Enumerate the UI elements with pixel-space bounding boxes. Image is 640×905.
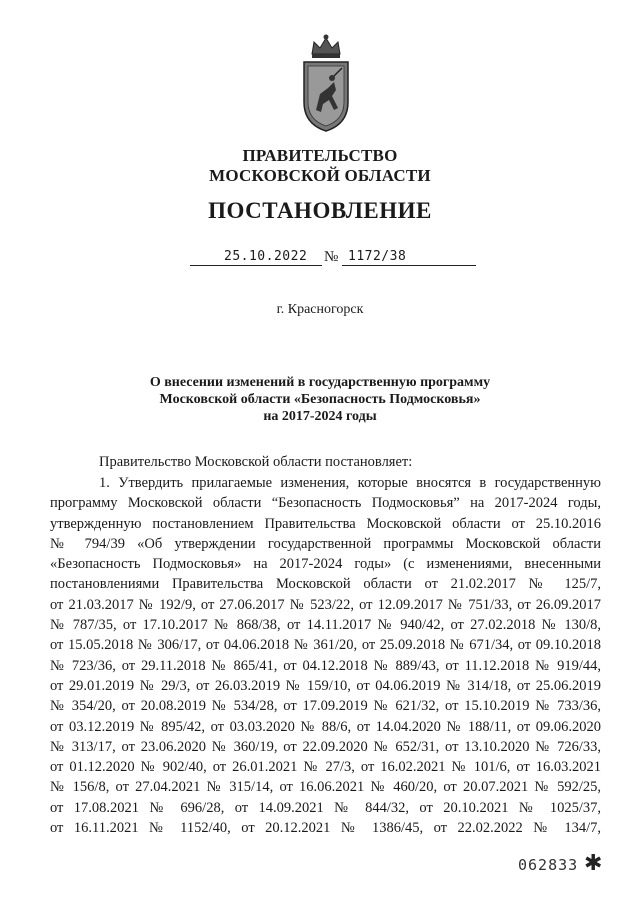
document-type-title: ПОСТАНОВЛЕНИЕ [208,198,432,223]
moscow-oblast-coat-of-arms-icon [298,32,354,134]
body-paragraph [50,473,601,838]
intro-paragraph: Правительство Московской области постановляет: [99,454,413,470]
government-name-line1: ПРАВИТЕЛЬСТВО [242,146,398,165]
body-line: № 354/20, от 20.08.2019 № 534/28, от 17.09.2019 № 621/32, от 15.10.2019 № 733/36, [50,698,601,715]
body-line: от 17.08.2021 № 696/28, от 14.09.2021 № 844/32, от 20.10.2021 № 1025/37, [50,799,601,816]
body-line: № 787/35, от 17.10.2017 № 868/38, от 14.11.2017 № 940/42, от 27.02.2018 № 130/8, [50,617,601,634]
subject-line1: О внесении изменений в государственную программу [149,375,491,390]
body-line: постановлениями Правительства Московской области от 21.02.2017 № 125/7, [50,576,601,593]
body-line: от 03.12.2019 № 895/42, от 03.03.2020 № 88/6, от 14.04.2020 № 188/11, от 09.06.2020 [50,718,601,735]
body-line: № 156/8, от 27.04.2021 № 315/14, от 16.06.2021 № 460/20, от 20.07.2021 № 592/25, [50,779,601,796]
number-sign: № [324,249,339,265]
date-underline [190,265,322,266]
decree-number: 1172/38 [348,249,407,264]
government-name-line2: МОСКОВСКОЙ ОБЛАСТИ [209,166,431,185]
registration-stamp-number: 062833 [518,856,579,874]
body-line: от 21.03.2017 № 192/9, от 27.06.2017 № 523/22, от 12.09.2017 № 751/33, от 26.09.2017 [50,596,601,613]
body-line: от 16.11.2021 № 1152/40, от 20.12.2021 № 1386/45, от 22.02.2022 № 134/7, [50,820,601,837]
body-line: от 01.12.2020 № 902/40, от 26.01.2021 № 27/3, от 16.02.2021 № 101/6, от 16.03.2021 [50,759,601,776]
body-line: от 15.05.2018 № 306/17, от 04.06.2018 № 361/20, от 25.09.2018 № 671/34, от 09.10.2018 [50,637,601,654]
subject-line3: на 2017-2024 годы [263,409,377,424]
body-line: 1. Утвердить прилагаемые изменения, которые вносятся в государственную [99,475,601,491]
subject-line2: Московской области «Безопасность Подмосковья» [159,392,481,407]
body-line: № 794/39 «Об утверждении государственной программы Московской области [50,535,601,552]
city: г. Красногорск [276,302,364,317]
body-line: утвержденную постановлением Правительства Московской области от 25.10.2016 [50,515,601,532]
body-line: № 723/36, от 29.11.2018 № 865/41, от 04.12.2018 № 889/43, от 11.12.2018 № 919/44, [50,657,601,674]
number-underline [342,265,476,266]
decree-date: 25.10.2022 [224,249,308,264]
body-line: «Безопасность Подмосковья» на 2017-2024 годы» (с изменениями, внесенными [50,556,601,573]
body-line: программу Московской области “Безопасность Подмосковья” на 2017-2024 годы, [50,495,601,512]
body-line: № 313/17, от 23.06.2020 № 360/19, от 22.09.2020 № 652/31, от 13.10.2020 № 726/33, [50,738,601,755]
date-number-line [190,249,490,271]
body-line: от 29.01.2019 № 29/3, от 26.03.2019 № 159/10, от 04.06.2019 № 314/18, от 25.06.2019 [50,677,601,694]
star-mark-icon: ✱ [584,851,603,876]
